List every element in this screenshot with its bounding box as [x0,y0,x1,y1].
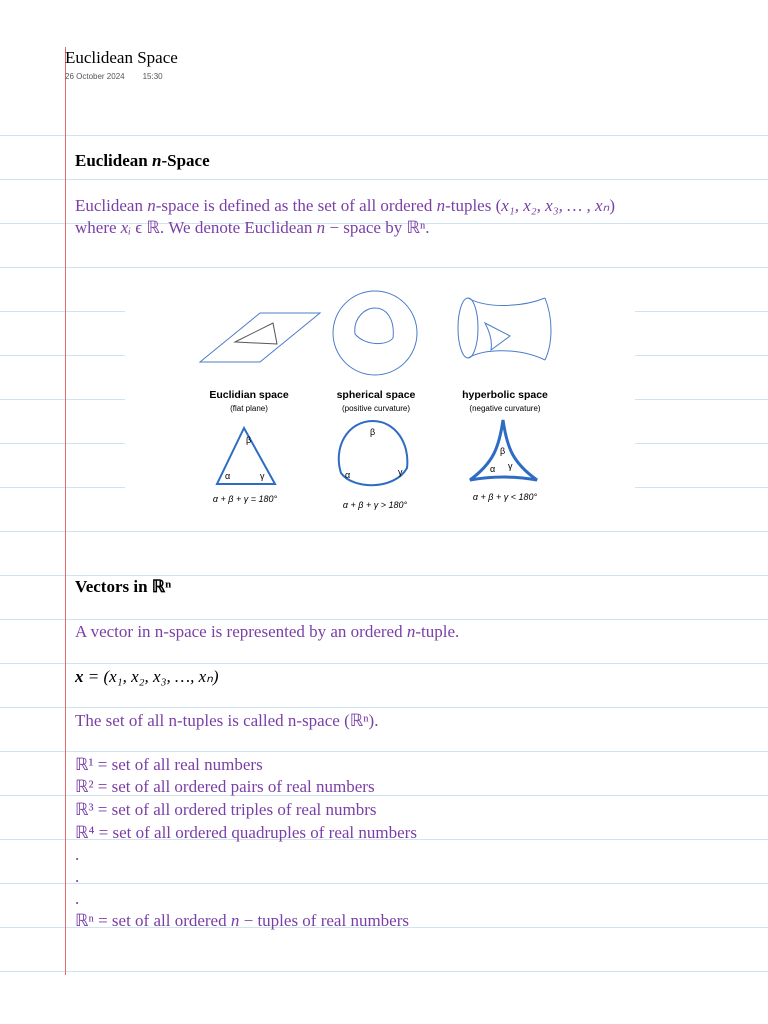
panel-title-hyperbolic: hyperbolic space [462,389,548,401]
ruled-line [0,619,768,620]
tuple-math: x₁, x₂, x₃, … , xₙ [501,196,610,215]
page-title[interactable]: Euclidean Space [65,48,178,67]
ruled-line [0,663,768,664]
vector-equation: x = (x₁, x₂, x₃, …, xₙ) [75,667,219,686]
section-heading-euclidean: Euclidean n-Space [75,151,210,170]
definition-line-2: where xᵢ ϵ ℝ. We denote Euclidean n − space by ℝⁿ. [75,218,430,237]
list-item-r2: ℝ² = set of all ordered pairs of real numbers [75,777,375,796]
label-gamma-sphere: γ [398,467,403,477]
geometry-figure[interactable] [125,268,635,530]
sphere-illustration [333,291,417,375]
panel-subtitle-euclidian: (flat plane) [230,404,268,413]
section-heading-vectors: Vectors in ℝⁿ [75,577,172,596]
ellipsis-dot-1: . [75,845,80,864]
hyperboloid-illustration [458,298,551,360]
formula-spherical: α + β + γ > 180° [342,500,408,510]
panel-subtitle-hyperbolic: (negative curvature) [469,404,541,413]
list-item-r1: ℝ¹ = set of all real numbers [75,755,263,774]
label-gamma-flat: γ [260,471,265,481]
flat-plane-illustration [200,313,320,362]
label-alpha-flat: α [225,471,231,481]
label-alpha-sphere: α [345,470,351,480]
ruled-line [0,751,768,752]
ellipsis-dot-3: . [75,889,80,908]
page-date: 26 October 2024 [65,72,125,81]
vector-definition: A vector in n-space is represented by an ordered n-tuple. [75,622,460,641]
formula-hyperbolic: α + β + γ < 180° [472,492,538,502]
list-item-rn: ℝⁿ = set of all ordered n − tuples of real numbers [75,911,409,930]
margin-line [65,47,66,975]
formula-euclidian: α + β + γ = 180° [212,494,278,504]
ruled-line [0,531,768,532]
ruled-line [0,135,768,136]
ruled-line [0,179,768,180]
ruled-line [0,883,768,884]
ruled-line [0,707,768,708]
label-beta-hyper: β [500,446,506,456]
ruled-line [0,575,768,576]
definition-line-1: Euclidean n-space is defined as the set of all ordered n-tuples (x₁, x₂, x₃, … , xₙ) [75,196,615,215]
label-gamma-hyper: γ [508,461,513,471]
list-item-r4: ℝ⁴ = set of all ordered quadruples of real numbers [75,823,417,842]
label-beta-flat: β [246,435,252,445]
label-alpha-hyper: α [490,464,496,474]
page-timestamp [65,72,163,81]
panel-title-euclidian: Euclidian space [209,389,289,401]
nspace-definition: The set of all n-tuples is called n-space (ℝⁿ). [75,711,379,730]
list-item-r3: ℝ³ = set of all ordered triples of real numbrs [75,800,377,819]
panel-subtitle-spherical: (positive curvature) [341,404,411,413]
ruled-line [0,971,768,972]
panel-title-spherical: spherical space [336,389,416,401]
page-time: 15:30 [142,72,163,81]
label-beta-sphere: β [370,427,376,437]
ellipsis-dot-2: . [75,867,80,886]
